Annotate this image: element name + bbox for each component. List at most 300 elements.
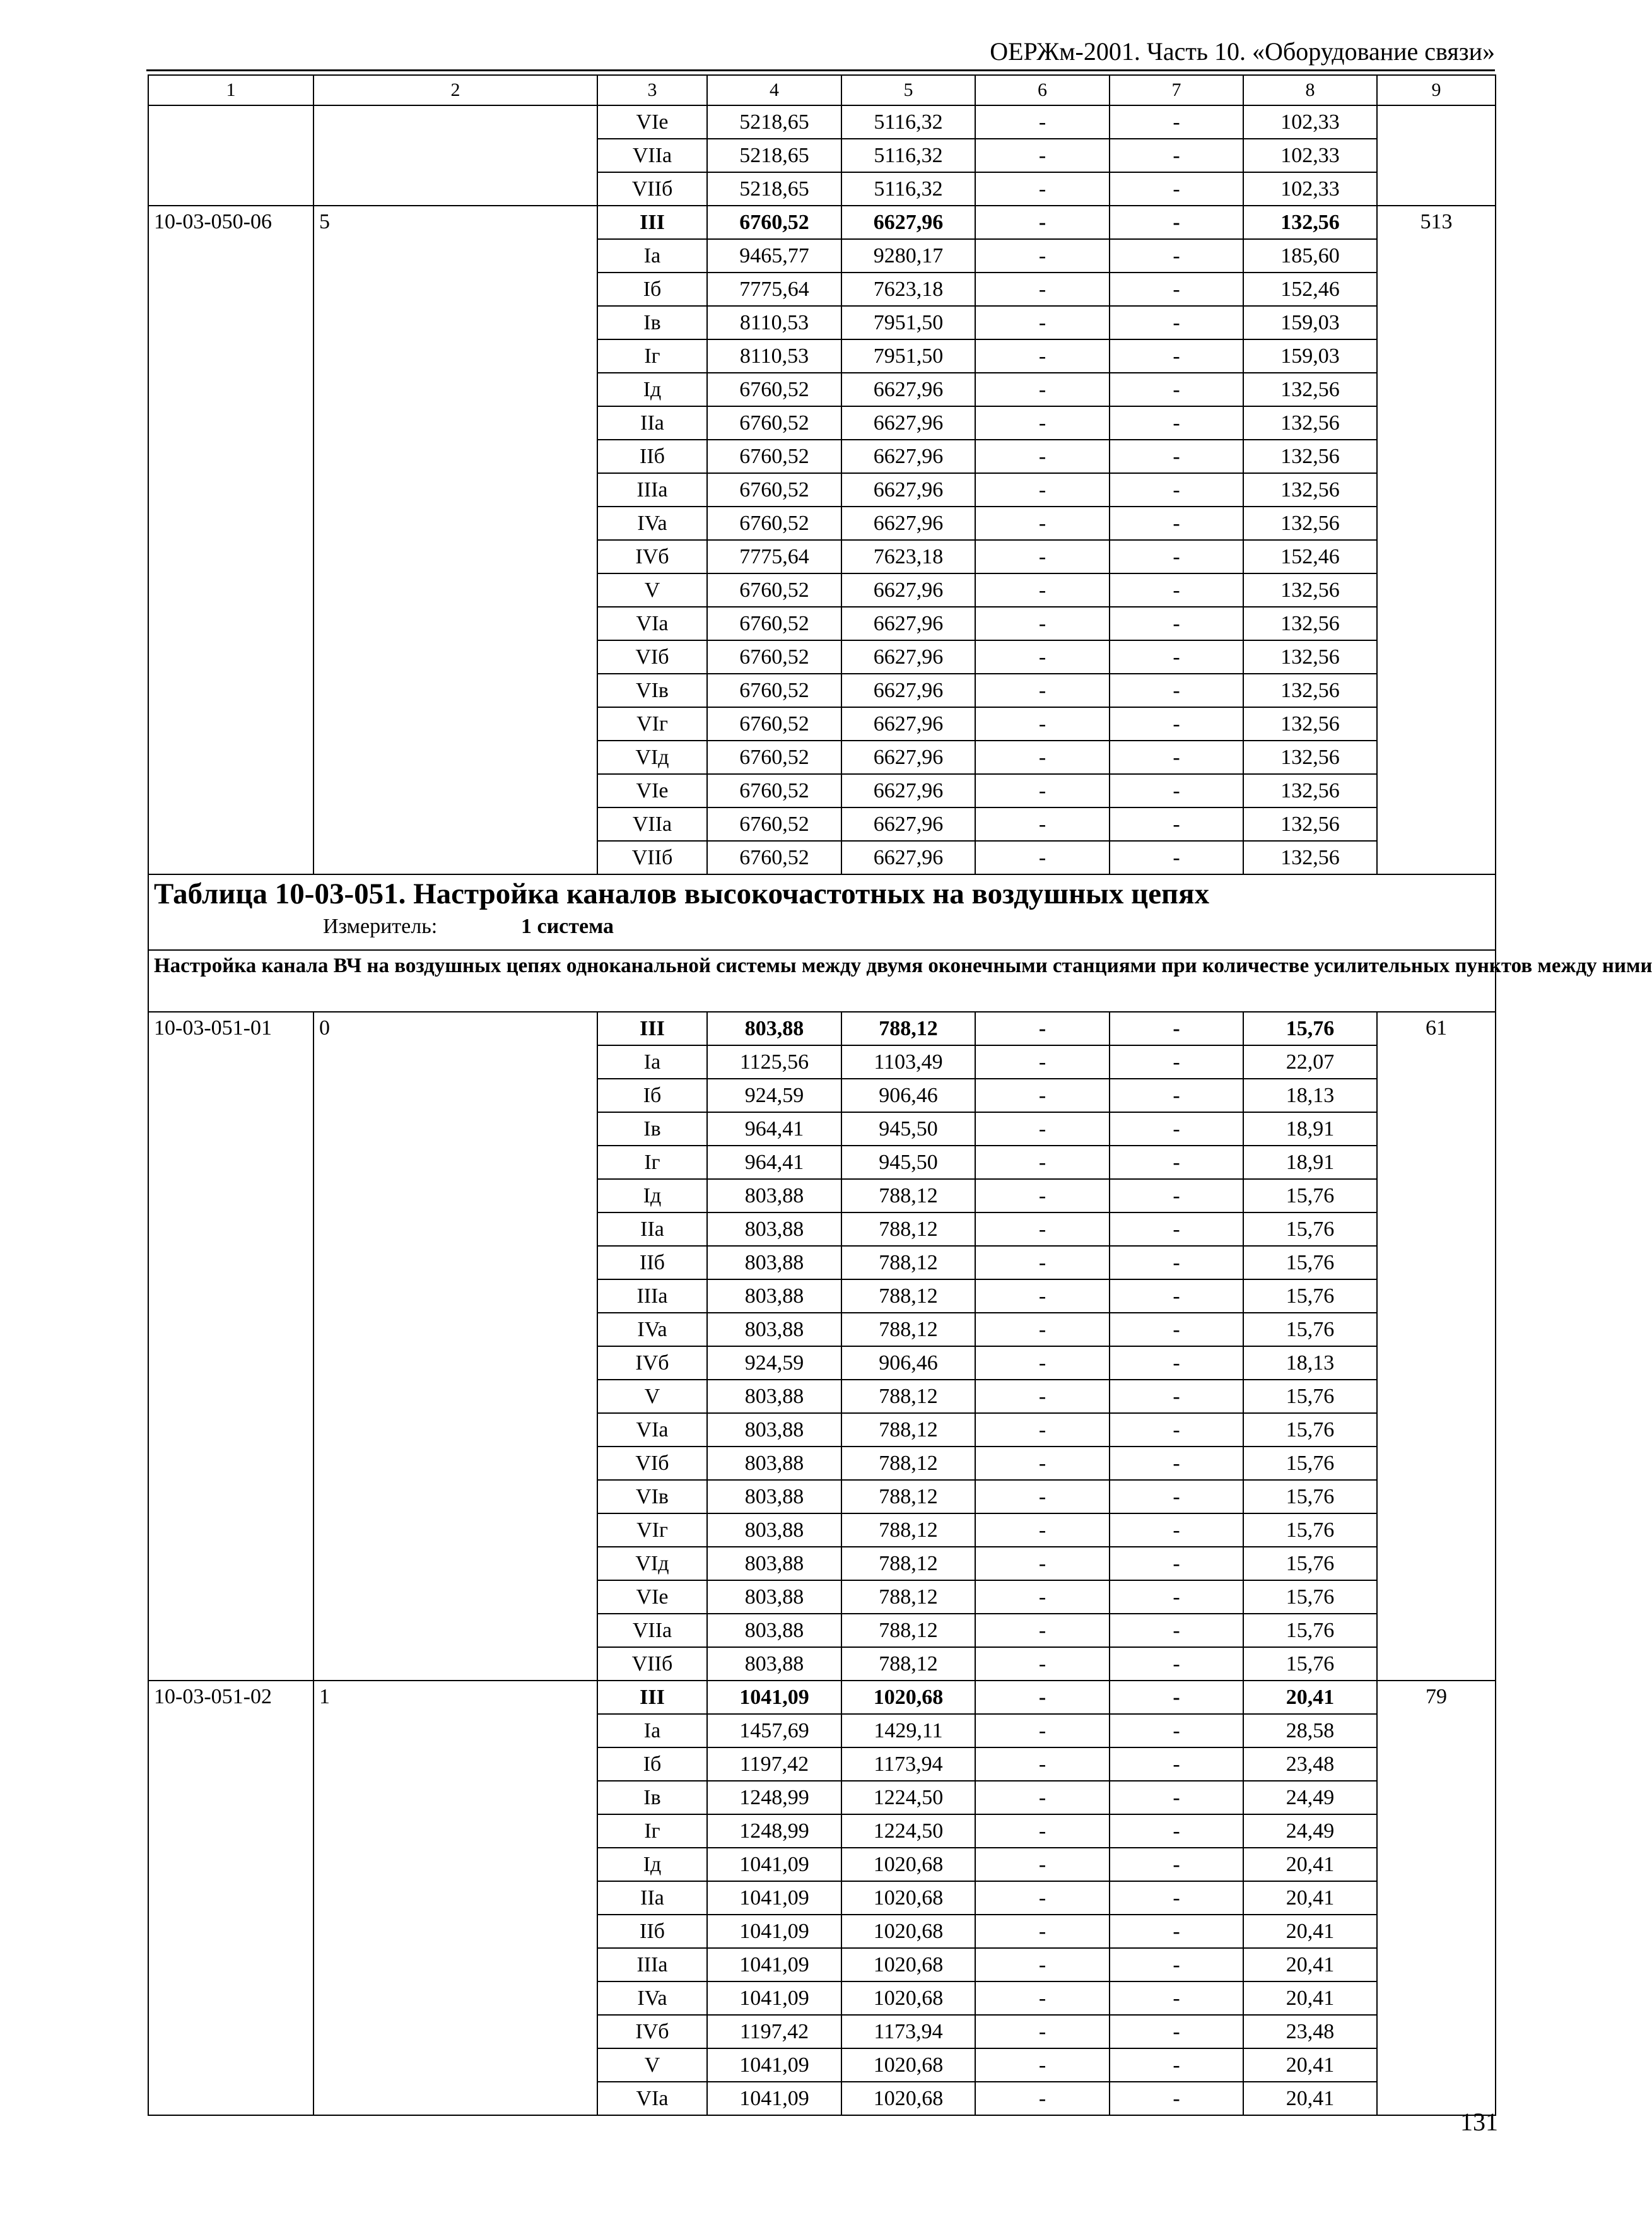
- table-cell: 6760,52: [707, 841, 841, 874]
- table-cell: 1041,09: [707, 1881, 841, 1915]
- table-cell: 6760,52: [707, 674, 841, 707]
- table-cell: 803,88: [707, 1480, 841, 1513]
- table-cell: IIa: [597, 1212, 707, 1246]
- table-cell: -: [1110, 573, 1243, 607]
- table-cell: -: [1110, 807, 1243, 841]
- table-cell: 7951,50: [841, 339, 975, 373]
- table-cell: Ia: [597, 1714, 707, 1747]
- resource-cell: [1377, 105, 1496, 206]
- table-cell: 7623,18: [841, 540, 975, 573]
- table-cell: IIa: [597, 406, 707, 440]
- table-cell: 102,33: [1243, 139, 1377, 172]
- table-cell: 9465,77: [707, 239, 841, 273]
- table-cell: Iг: [597, 1814, 707, 1848]
- table-cell: Ia: [597, 239, 707, 273]
- table-cell: -: [975, 1681, 1110, 1714]
- table-cell: 18,13: [1243, 1346, 1377, 1380]
- table-cell: 15,76: [1243, 1513, 1377, 1547]
- header-rule: [146, 69, 1495, 71]
- table-cell: -: [975, 607, 1110, 640]
- table-cell: -: [1110, 105, 1243, 139]
- table-cell: 6627,96: [841, 473, 975, 507]
- table-cell: -: [1110, 1547, 1243, 1580]
- table-cell: 132,56: [1243, 473, 1377, 507]
- table-cell: IVa: [597, 1313, 707, 1346]
- table-cell: 1103,49: [841, 1045, 975, 1079]
- table-row: [148, 1012, 1496, 1045]
- table-cell: 15,76: [1243, 1212, 1377, 1246]
- table-cell: -: [1110, 139, 1243, 172]
- table-cell: 803,88: [707, 1580, 841, 1614]
- table-cell: 1125,56: [707, 1045, 841, 1079]
- table-cell: 6760,52: [707, 640, 841, 674]
- resource-cell: 79: [1377, 1681, 1496, 2115]
- table-cell: -: [1110, 741, 1243, 774]
- table-cell: 6760,52: [707, 774, 841, 807]
- meter-label: Измеритель:: [323, 915, 438, 938]
- table-cell: 906,46: [841, 1079, 975, 1112]
- table-cell: -: [975, 2082, 1110, 2115]
- param-cell: 5: [313, 206, 597, 874]
- table-cell: -: [975, 1614, 1110, 1647]
- table-cell: 152,46: [1243, 273, 1377, 306]
- table-cell: -: [1110, 1246, 1243, 1279]
- table-cell: -: [1110, 2082, 1243, 2115]
- table-cell: 5116,32: [841, 139, 975, 172]
- table-cell: -: [1110, 1447, 1243, 1480]
- table-cell: -: [1110, 1714, 1243, 1747]
- table-cell: -: [1110, 339, 1243, 373]
- table-cell: 5218,65: [707, 172, 841, 206]
- page-number: 131: [1460, 2108, 1498, 2136]
- table-cell: -: [1110, 1814, 1243, 1848]
- table-cell: 5218,65: [707, 105, 841, 139]
- table-cell: -: [975, 1246, 1110, 1279]
- table-cell: VIa: [597, 1413, 707, 1447]
- table-cell: -: [975, 406, 1110, 440]
- table-cell: VIe: [597, 774, 707, 807]
- table-cell: 15,76: [1243, 1647, 1377, 1681]
- table-cell: 6760,52: [707, 573, 841, 607]
- table-cell: IVб: [597, 1346, 707, 1380]
- table-cell: 788,12: [841, 1580, 975, 1614]
- table-cell: 5218,65: [707, 139, 841, 172]
- table-cell: 20,41: [1243, 1848, 1377, 1881]
- table-cell: 132,56: [1243, 707, 1377, 741]
- column-header: 9: [1377, 75, 1496, 105]
- table-cell: -: [1110, 1614, 1243, 1647]
- table-cell: IIIa: [597, 1948, 707, 1981]
- table-cell: -: [1110, 1279, 1243, 1313]
- table-cell: -: [975, 1714, 1110, 1747]
- table-cell: 1020,68: [841, 1681, 975, 1714]
- code-cell: 10-03-051-01: [148, 1012, 313, 1681]
- table-cell: Iб: [597, 1747, 707, 1781]
- table-cell: 18,91: [1243, 1146, 1377, 1179]
- table-cell: VIб: [597, 640, 707, 674]
- table-cell: -: [1110, 607, 1243, 640]
- table-cell: 6760,52: [707, 373, 841, 406]
- table-row: [148, 1681, 1496, 1714]
- table-cell: -: [1110, 1413, 1243, 1447]
- table-cell: 20,41: [1243, 1948, 1377, 1981]
- table-cell: 132,56: [1243, 440, 1377, 473]
- table-cell: VIIa: [597, 807, 707, 841]
- table-cell: VIIa: [597, 1614, 707, 1647]
- table-cell: VIв: [597, 1480, 707, 1513]
- table-cell: 1041,09: [707, 1981, 841, 2015]
- table-cell: 945,50: [841, 1146, 975, 1179]
- table-title: Таблица 10-03-051. Настройка каналов высокочастотных на воздушных цепях: [154, 878, 1210, 910]
- table-cell: VIд: [597, 741, 707, 774]
- table-cell: -: [975, 1915, 1110, 1948]
- table-cell: 964,41: [707, 1112, 841, 1146]
- table-cell: -: [1110, 640, 1243, 674]
- table-cell: -: [975, 807, 1110, 841]
- table-cell: 20,41: [1243, 1981, 1377, 2015]
- table-cell: -: [975, 1981, 1110, 2015]
- table-cell: -: [975, 1380, 1110, 1413]
- table-cell: -: [975, 741, 1110, 774]
- table-cell: -: [1110, 2015, 1243, 2048]
- table-cell: 102,33: [1243, 172, 1377, 206]
- table-cell: -: [1110, 406, 1243, 440]
- table-cell: -: [975, 105, 1110, 139]
- table-cell: 1248,99: [707, 1814, 841, 1848]
- table-cell: -: [1110, 1848, 1243, 1881]
- column-header: 5: [841, 75, 975, 105]
- table-cell: 6760,52: [707, 473, 841, 507]
- table-cell: -: [1110, 473, 1243, 507]
- table-cell: 1197,42: [707, 2015, 841, 2048]
- table-cell: 788,12: [841, 1012, 975, 1045]
- table-cell: 803,88: [707, 1647, 841, 1681]
- table-cell: 803,88: [707, 1313, 841, 1346]
- resource-cell: 513: [1377, 206, 1496, 874]
- table-cell: -: [975, 440, 1110, 473]
- table-title-cell: [148, 874, 1496, 950]
- table-cell: 906,46: [841, 1346, 975, 1380]
- table-cell: -: [975, 1012, 1110, 1045]
- table-cell: -: [1110, 1380, 1243, 1413]
- table-cell: 7775,64: [707, 540, 841, 573]
- meter-line: [154, 913, 1490, 941]
- table-cell: 6760,52: [707, 707, 841, 741]
- table-cell: -: [975, 507, 1110, 540]
- table-cell: VIa: [597, 2082, 707, 2115]
- table-cell: 803,88: [707, 1447, 841, 1480]
- table-cell: 24,49: [1243, 1781, 1377, 1814]
- table-cell: -: [975, 1513, 1110, 1547]
- table-cell: VIIб: [597, 172, 707, 206]
- table-cell: -: [975, 540, 1110, 573]
- table-cell: 15,76: [1243, 1279, 1377, 1313]
- table-cell: 132,56: [1243, 807, 1377, 841]
- table-cell: Iд: [597, 373, 707, 406]
- table-cell: 159,03: [1243, 306, 1377, 339]
- table-cell: -: [1110, 1179, 1243, 1212]
- table-cell: 6760,52: [707, 607, 841, 640]
- table-cell: 15,76: [1243, 1246, 1377, 1279]
- table-cell: -: [975, 1747, 1110, 1781]
- table-cell: 788,12: [841, 1380, 975, 1413]
- table-cell: -: [975, 1045, 1110, 1079]
- param-cell: 1: [313, 1681, 597, 2115]
- table-cell: 9280,17: [841, 239, 975, 273]
- table-cell: VIe: [597, 105, 707, 139]
- table-cell: -: [975, 373, 1110, 406]
- table-body: [148, 75, 1652, 2115]
- table-cell: -: [975, 1881, 1110, 1915]
- table-cell: III: [597, 206, 707, 239]
- table-cell: 788,12: [841, 1212, 975, 1246]
- table-cell: 8110,53: [707, 306, 841, 339]
- column-header: 7: [1110, 75, 1243, 105]
- table-cell: -: [1110, 1079, 1243, 1112]
- table-cell: 1457,69: [707, 1714, 841, 1747]
- table-cell: -: [975, 473, 1110, 507]
- table-cell: VIIб: [597, 841, 707, 874]
- table-cell: -: [975, 139, 1110, 172]
- table-cell: IIб: [597, 1246, 707, 1279]
- table-cell: -: [975, 1112, 1110, 1146]
- table-cell: 6627,96: [841, 440, 975, 473]
- table-cell: 20,41: [1243, 1881, 1377, 1915]
- table-cell: 6627,96: [841, 507, 975, 540]
- table-cell: 803,88: [707, 1413, 841, 1447]
- table-cell: -: [975, 306, 1110, 339]
- table-cell: 788,12: [841, 1647, 975, 1681]
- table-cell: 1020,68: [841, 2048, 975, 2082]
- table-cell: -: [1110, 373, 1243, 406]
- table-cell: 15,76: [1243, 1547, 1377, 1580]
- table-cell: -: [1110, 1112, 1243, 1146]
- table-cell: 23,48: [1243, 2015, 1377, 2048]
- table-cell: -: [1110, 1513, 1243, 1547]
- table-cell: 803,88: [707, 1614, 841, 1647]
- table-cell: 803,88: [707, 1547, 841, 1580]
- table-cell: 6627,96: [841, 841, 975, 874]
- table-cell: 1020,68: [841, 1948, 975, 1981]
- table-cell: 1197,42: [707, 1747, 841, 1781]
- table-cell: 6627,96: [841, 373, 975, 406]
- table-cell: 132,56: [1243, 674, 1377, 707]
- table-cell: -: [975, 1848, 1110, 1881]
- table-cell: 132,56: [1243, 607, 1377, 640]
- param-cell: 0: [313, 1012, 597, 1681]
- table-cell: 5116,32: [841, 172, 975, 206]
- table-cell: -: [1110, 1346, 1243, 1380]
- table-cell: -: [975, 206, 1110, 239]
- table-cell: 6627,96: [841, 674, 975, 707]
- table-cell: 15,76: [1243, 1480, 1377, 1513]
- table-cell: 15,76: [1243, 1380, 1377, 1413]
- table-cell: 945,50: [841, 1112, 975, 1146]
- table-cell: 924,59: [707, 1346, 841, 1380]
- table-cell: 788,12: [841, 1447, 975, 1480]
- meter-value: 1 система: [521, 915, 614, 938]
- table-cell: IIIa: [597, 473, 707, 507]
- table-cell: 132,56: [1243, 774, 1377, 807]
- table-cell: 1020,68: [841, 1848, 975, 1881]
- table-cell: -: [975, 841, 1110, 874]
- table-cell: 1020,68: [841, 1915, 975, 1948]
- table-cell: 1173,94: [841, 1747, 975, 1781]
- table-cell: 159,03: [1243, 339, 1377, 373]
- code-cell: 10-03-051-02: [148, 1681, 313, 2115]
- table-cell: VIд: [597, 1547, 707, 1580]
- table-cell: -: [1110, 1981, 1243, 2015]
- table-cell: -: [975, 239, 1110, 273]
- table-cell: -: [975, 1279, 1110, 1313]
- table-cell: -: [1110, 440, 1243, 473]
- table-cell: -: [1110, 707, 1243, 741]
- table-cell: 5116,32: [841, 105, 975, 139]
- table-cell: 6760,52: [707, 507, 841, 540]
- table-cell: -: [1110, 1580, 1243, 1614]
- table-cell: -: [975, 1447, 1110, 1480]
- table-cell: 6627,96: [841, 607, 975, 640]
- table-cell: -: [1110, 1781, 1243, 1814]
- table-cell: -: [975, 1413, 1110, 1447]
- table-cell: -: [1110, 674, 1243, 707]
- column-header: 3: [597, 75, 707, 105]
- table-cell: Iд: [597, 1179, 707, 1212]
- table-cell: -: [1110, 1012, 1243, 1045]
- table-cell: 6760,52: [707, 406, 841, 440]
- table-cell: -: [975, 1814, 1110, 1848]
- table-cell: 6760,52: [707, 807, 841, 841]
- table-cell: -: [975, 1346, 1110, 1380]
- table-cell: -: [1110, 306, 1243, 339]
- table-cell: Iб: [597, 1079, 707, 1112]
- table-cell: -: [975, 172, 1110, 206]
- column-header: 2: [313, 75, 597, 105]
- table-cell: VIг: [597, 1513, 707, 1547]
- column-header: 6: [975, 75, 1110, 105]
- table-cell: 803,88: [707, 1246, 841, 1279]
- table-cell: 15,76: [1243, 1580, 1377, 1614]
- table-cell: 1041,09: [707, 1915, 841, 1948]
- table-cell: -: [975, 1948, 1110, 1981]
- table-cell: -: [1110, 540, 1243, 573]
- table-cell: IVa: [597, 507, 707, 540]
- table-cell: 6627,96: [841, 206, 975, 239]
- table-cell: 6627,96: [841, 741, 975, 774]
- table-cell: 1020,68: [841, 1981, 975, 2015]
- table-cell: 23,48: [1243, 1747, 1377, 1781]
- table-cell: Iб: [597, 273, 707, 306]
- table-row: [148, 206, 1496, 239]
- column-header: 8: [1243, 75, 1377, 105]
- table-cell: 1041,09: [707, 2048, 841, 2082]
- table-cell: -: [1110, 1881, 1243, 1915]
- table-cell: -: [975, 573, 1110, 607]
- table-cell: VIб: [597, 1447, 707, 1480]
- table-title-row: [148, 874, 1496, 950]
- table-cell: 20,41: [1243, 2082, 1377, 2115]
- table-cell: -: [1110, 1948, 1243, 1981]
- table-cell: -: [975, 1547, 1110, 1580]
- table-cell: -: [1110, 1313, 1243, 1346]
- table-cell: III: [597, 1681, 707, 1714]
- table-cell: 1041,09: [707, 2082, 841, 2115]
- table-cell: 1041,09: [707, 1848, 841, 1881]
- table-cell: 6627,96: [841, 707, 975, 741]
- table-cell: -: [1110, 1681, 1243, 1714]
- table-cell: Ia: [597, 1045, 707, 1079]
- table-cell: -: [1110, 172, 1243, 206]
- table-cell: -: [1110, 273, 1243, 306]
- table-cell: IIб: [597, 1915, 707, 1948]
- table-cell: 1020,68: [841, 2082, 975, 2115]
- table-cell: 7775,64: [707, 273, 841, 306]
- table-cell: 132,56: [1243, 841, 1377, 874]
- table-cell: 132,56: [1243, 573, 1377, 607]
- table-cell: IIIa: [597, 1279, 707, 1313]
- column-header: 1: [148, 75, 313, 105]
- table-cell: -: [1110, 1146, 1243, 1179]
- table-cell: 20,41: [1243, 2048, 1377, 2082]
- subheading-row: [148, 950, 1496, 1012]
- table-cell: 1173,94: [841, 2015, 975, 2048]
- table-cell: VIв: [597, 674, 707, 707]
- column-header-row: [148, 75, 1496, 105]
- table-cell: 6627,96: [841, 573, 975, 607]
- table-cell: 20,41: [1243, 1681, 1377, 1714]
- table-cell: Iв: [597, 306, 707, 339]
- table-cell: -: [975, 2048, 1110, 2082]
- table-cell: 6627,96: [841, 640, 975, 674]
- table-cell: -: [1110, 841, 1243, 874]
- table-cell: 788,12: [841, 1279, 975, 1313]
- table-cell: -: [975, 707, 1110, 741]
- table-cell: 1248,99: [707, 1781, 841, 1814]
- table-cell: VIг: [597, 707, 707, 741]
- table-cell: 803,88: [707, 1380, 841, 1413]
- table-cell: -: [975, 273, 1110, 306]
- table-cell: IVa: [597, 1981, 707, 2015]
- table-cell: 15,76: [1243, 1413, 1377, 1447]
- table-cell: -: [1110, 206, 1243, 239]
- table-cell: 788,12: [841, 1179, 975, 1212]
- table-cell: IVб: [597, 540, 707, 573]
- table-cell: -: [975, 1580, 1110, 1614]
- table-cell: 803,88: [707, 1513, 841, 1547]
- table-row: [148, 105, 1496, 139]
- table-cell: -: [1110, 1647, 1243, 1681]
- table-cell: -: [975, 640, 1110, 674]
- table-cell: V: [597, 573, 707, 607]
- table-cell: VIIa: [597, 139, 707, 172]
- table-cell: 788,12: [841, 1246, 975, 1279]
- table-cell: V: [597, 1380, 707, 1413]
- table-cell: -: [975, 1079, 1110, 1112]
- table-cell: 803,88: [707, 1212, 841, 1246]
- table-cell: 1429,11: [841, 1714, 975, 1747]
- table-cell: VIe: [597, 1580, 707, 1614]
- table-cell: Iд: [597, 1848, 707, 1881]
- table-cell: 6760,52: [707, 440, 841, 473]
- table-cell: 1020,68: [841, 1881, 975, 1915]
- resource-cell: 61: [1377, 1012, 1496, 1681]
- subheading-cell: Настройка канала ВЧ на воздушных цепях одноканальной системы между двумя оконечными станциями при количестве усилительных пунктов между ними: [148, 950, 1496, 1012]
- code-cell: 10-03-050-06: [148, 206, 313, 874]
- table-cell: 803,88: [707, 1012, 841, 1045]
- table-cell: 803,88: [707, 1279, 841, 1313]
- table-cell: 15,76: [1243, 1447, 1377, 1480]
- table-cell: 132,56: [1243, 206, 1377, 239]
